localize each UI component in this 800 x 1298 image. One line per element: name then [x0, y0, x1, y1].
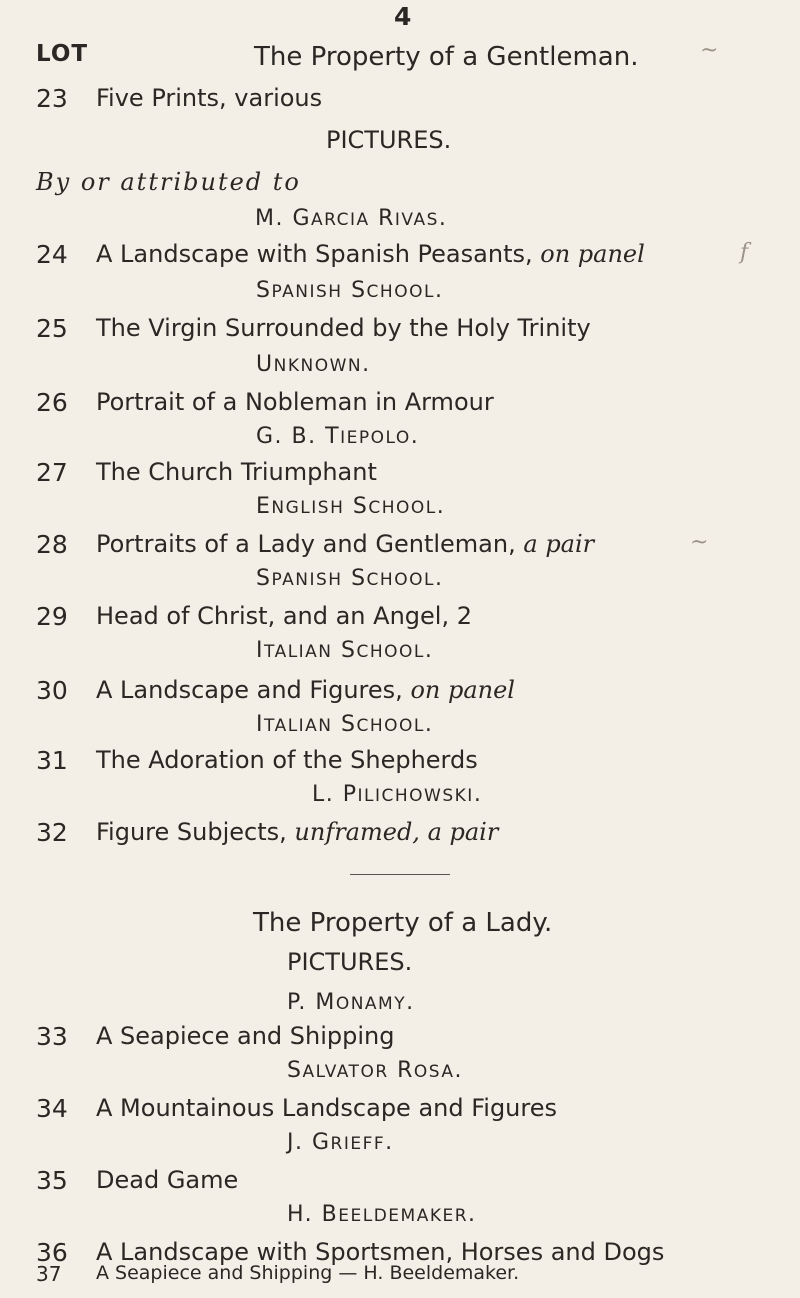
lot-title: Portrait of a Nobleman in Armour [96, 388, 494, 416]
lot-number: 33 [36, 1022, 68, 1051]
pictures-heading: PICTURES. [326, 126, 452, 154]
page-number: 4 [394, 2, 412, 31]
lot-artist: SALVATOR ROSA. [287, 1058, 464, 1083]
lot-number: 36 [36, 1238, 68, 1267]
pencil-annotation: ~ [700, 38, 719, 63]
lot-number: 31 [36, 746, 68, 775]
lot-title: A Seapiece and Shipping — H. Beeldemaker. [96, 1262, 520, 1284]
lot-column-header: LOT [36, 41, 89, 67]
lot-title: A Mountainous Landscape and Figures [96, 1094, 558, 1122]
lot-title: Dead Game [96, 1166, 239, 1194]
section-heading-gentleman: The Property of a Gentleman. [254, 42, 639, 72]
lot-title: The Adoration of the Shepherds [96, 746, 478, 774]
lot-number: 30 [36, 676, 68, 705]
lot-title: A Landscape and Figures, on panel [96, 676, 515, 704]
lot-number: 32 [36, 818, 68, 847]
lot-number: 29 [36, 602, 68, 631]
lot-artist: SPANISH SCHOOL. [256, 278, 444, 303]
lot-artist: M. GARCIA RIVAS. [255, 206, 448, 231]
lot-title: The Church Triumphant [96, 458, 377, 486]
lot-title: A Landscape with Spanish Peasants, on panel [96, 240, 645, 268]
lot-artist: P. MONAMY. [287, 990, 415, 1015]
lot-number: 34 [36, 1094, 68, 1123]
lot-artist: ITALIAN SCHOOL. [256, 712, 434, 737]
lot-number: 23 [36, 84, 68, 113]
lot-title: A Seapiece and Shipping [96, 1022, 395, 1050]
lot-number: 25 [36, 314, 68, 343]
lot-number: 37 [36, 1262, 62, 1286]
lot-artist: H. BEELDEMAKER. [287, 1202, 477, 1227]
pencil-annotation: ~ [690, 530, 709, 555]
lot-number: 24 [36, 240, 68, 269]
lot-artist: UNKNOWN. [256, 352, 371, 377]
lot-number: 28 [36, 530, 68, 559]
attributed-line: By or attributed to [36, 168, 301, 196]
lot-artist: J. GRIEFF. [287, 1130, 394, 1155]
section-heading-lady: The Property of a Lady. [253, 908, 553, 938]
lot-number: 26 [36, 388, 68, 417]
lot-title: Head of Christ, and an Angel, 2 [96, 602, 472, 630]
lot-number: 27 [36, 458, 68, 487]
lot-title: Figure Subjects, unframed, a pair [96, 818, 499, 846]
lot-artist: G. B. TIEPOLO. [256, 424, 420, 449]
lot-artist: ENGLISH SCHOOL. [256, 494, 446, 519]
lot-title: A Landscape with Sportsmen, Horses and Dogs [96, 1238, 665, 1266]
lot-title: Five Prints, various [96, 84, 323, 112]
lot-artist: SPANISH SCHOOL. [256, 566, 444, 591]
lot-title: The Virgin Surrounded by the Holy Trinity [96, 314, 591, 342]
lot-title: Portraits of a Lady and Gentleman, a pair [96, 530, 595, 558]
section-divider [350, 874, 450, 875]
lot-number: 35 [36, 1166, 68, 1195]
lot-artist: L. PILICHOWSKI. [312, 782, 483, 807]
pictures-heading: PICTURES. [287, 948, 413, 976]
pencil-annotation: f [740, 240, 749, 265]
lot-artist: ITALIAN SCHOOL. [256, 638, 434, 663]
